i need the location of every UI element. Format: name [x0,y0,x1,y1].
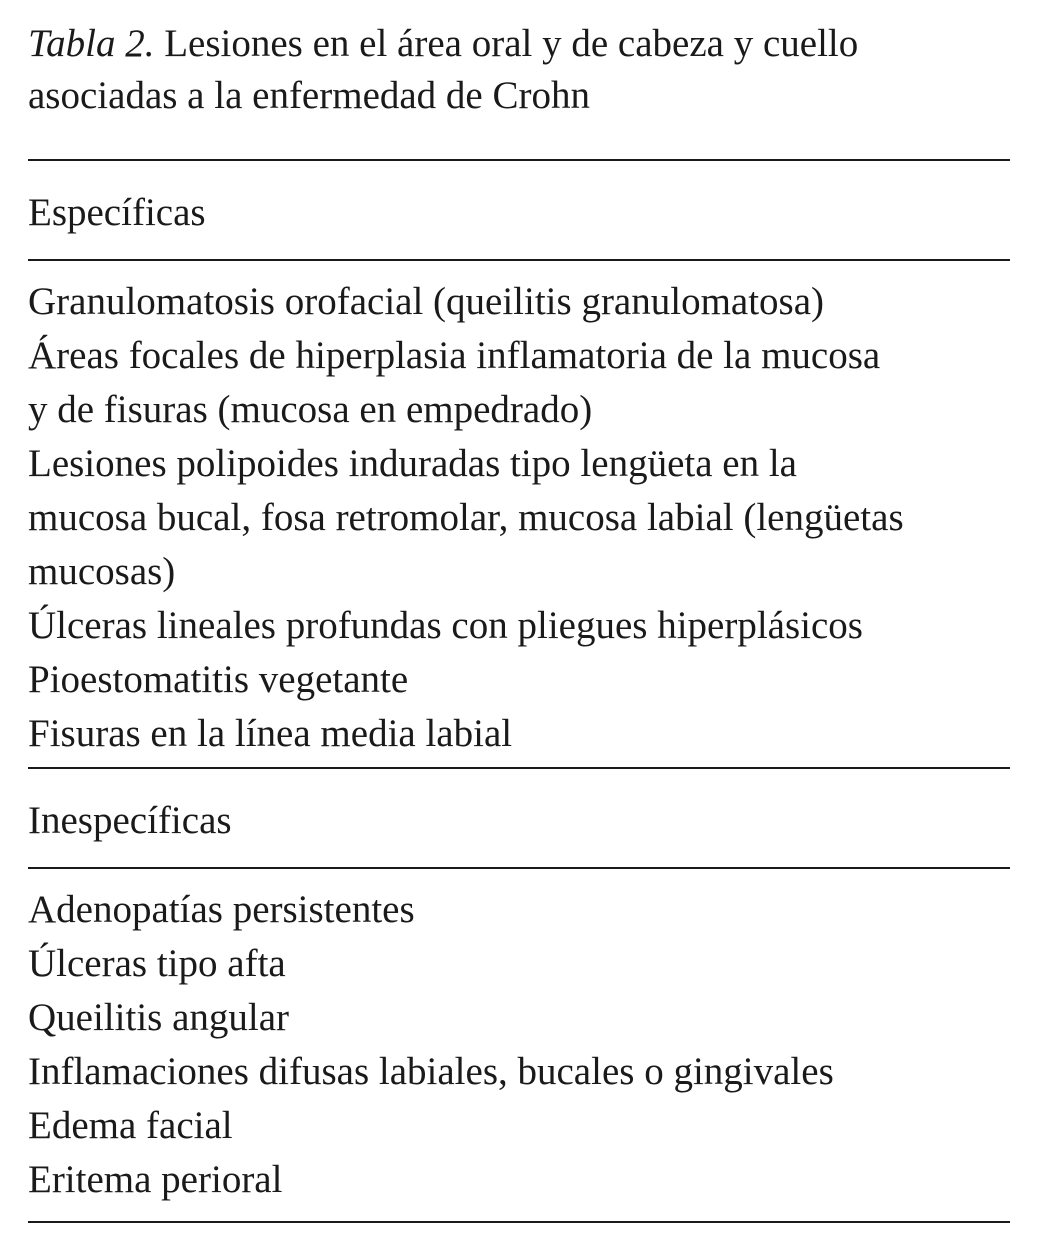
section-heading-inespecificas: Inespecíficas [28,799,232,842]
list-item: mucosas) [28,550,176,593]
section-list-inespecificas [28,869,1010,1221]
list-item: Queilitis angular [28,996,290,1039]
list-item: Edema facial [28,1104,233,1147]
list-item: Adenopatías persistentes [28,888,415,931]
list-item: Eritema perioral [28,1158,283,1201]
list-item: Inflamaciones difusas labiales, bucales o gingivales [28,1050,834,1093]
list-item: Áreas focales de hiperplasia inflamatoria de la mucosa [28,334,881,377]
list-item: Lesiones polipoides induradas tipo lengüeta en la [28,442,797,485]
section-heading-especificas: Específicas [28,191,206,234]
table-caption-label: Tabla 2. [28,22,155,65]
table-caption [28,18,988,122]
list-item: Úlceras lineales profundas con pliegues hiperplásicos [28,604,863,647]
list-item: Úlceras tipo afta [28,942,286,985]
list-item: Granulomatosis orofacial (queilitis granulomatosa) [28,280,825,323]
section-list-especificas [28,261,1010,767]
table-caption-title-line2: asociadas a la enfermedad de Crohn [28,74,590,117]
table-figure [28,18,1010,1223]
list-item: Pioestomatitis vegetante [28,658,409,701]
list-item: Fisuras en la línea media labial [28,712,513,755]
list-item: mucosa bucal, fosa retromolar, mucosa labial (lengüetas [28,496,904,539]
table-bottom-rule [28,1221,1010,1223]
list-item: y de fisuras (mucosa en empedrado) [28,388,593,431]
table-caption-title-line1: Lesiones en el área oral y de cabeza y cuello [164,22,859,65]
